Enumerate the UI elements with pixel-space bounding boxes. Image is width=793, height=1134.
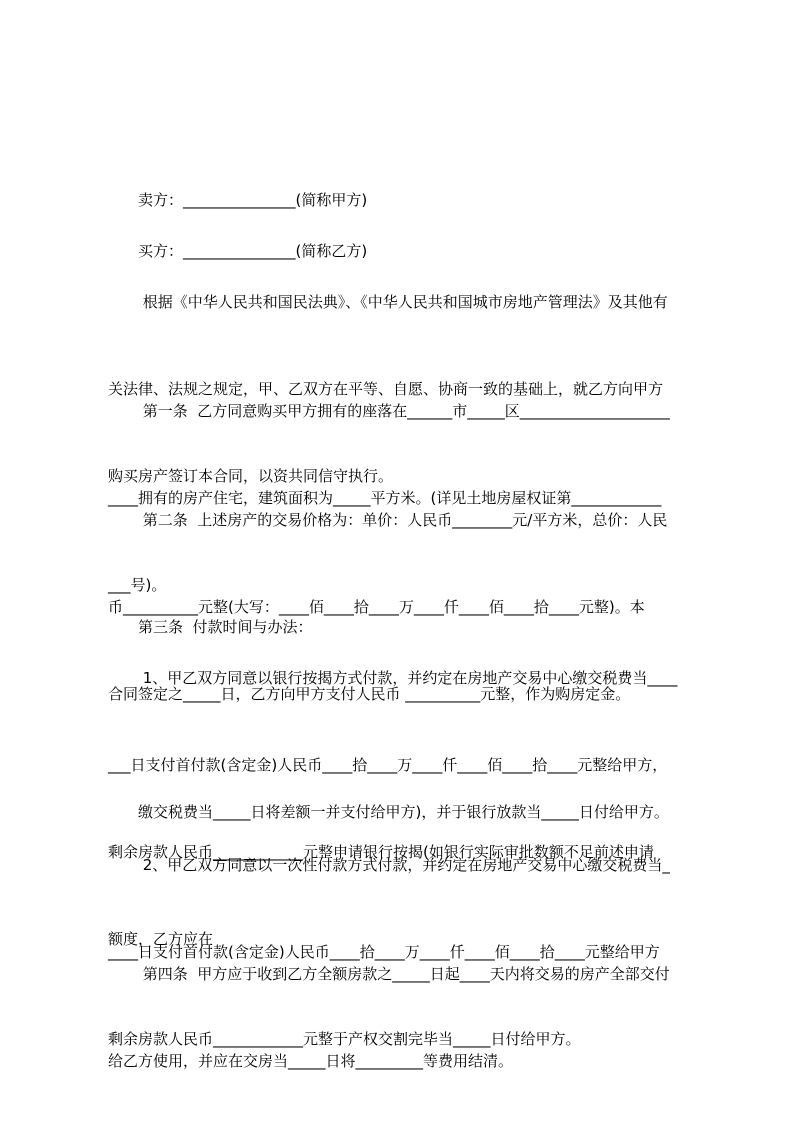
- text-line: 给乙方使用，并应在交房当_____日将_________等费用结清。: [108, 1052, 514, 1070]
- text-line: ____拥有的房产住宅，建筑面积为_____平方米。(详见土地房屋权证第____________: [108, 489, 662, 507]
- text-line: 卖方：_______________(简称甲方): [108, 191, 368, 209]
- text-line: ____日支付首付款(含定金)人民币____拾____万____仟____佰____拾____元整给甲方: [108, 943, 660, 961]
- text-line: 关法律、法规之规定，甲、乙双方在平等、自愿、协商一致的基础上，就乙方向甲方: [108, 380, 664, 398]
- text-line: 第二条 上述房产的交易价格为：单价：人民币________元/平方米，总价：人民: [108, 511, 668, 529]
- text-line: 买方：_______________(简称乙方): [108, 242, 368, 260]
- article-4: [108, 902, 704, 1134]
- text-line: 剩余房款人民币____________元整申请银行按揭(如银行实际审批数额不足前述申请: [108, 843, 654, 861]
- text-line: 额度，乙方应在: [108, 930, 214, 948]
- text-line: ___号)。: [108, 576, 167, 594]
- text-line: 币__________元整(大写：____佰____拾____万____仟____佰____拾____元整)。本: [108, 598, 645, 616]
- text-line: 剩余房款人民币____________元整于产权交割完毕当_____日付给甲方。: [108, 1030, 581, 1048]
- text-line: 第三条 付款时间与办法：: [108, 618, 313, 636]
- text-line: 合同签定之_____日，乙方向甲方支付人民币 __________元整，作为购房定金。: [108, 685, 631, 703]
- text-line: 2、甲乙双方同意以一次性付款方式付款，并约定在房地产交易中心缴交税费当_: [108, 856, 670, 874]
- text-line: 第四条 甲方应于收到乙方全额房款之_____日起____天内将交易的房产全部交付: [108, 965, 670, 983]
- text-line: 根据《中华人民共和国民法典》、《中华人民共和国城市房地产管理法》及其他有: [108, 293, 668, 311]
- text-line: 1、甲乙双方同意以银行按揭方式付款，并约定在房地产交易中心缴交税费当____: [108, 669, 678, 687]
- text-line: 购买房产签订本合同，以资共同信守执行。: [108, 467, 394, 485]
- text-line: 缴交税费当_____日将差额一并支付给甲方)，并于银行放款当_____日付给甲方。: [108, 803, 669, 821]
- text-line: ___日支付首付款(含定金)人民币____拾____万____仟____佰____拾____元整给甲方，: [108, 756, 668, 774]
- text-line: 第一条 乙方同意购买甲方拥有的座落在______市_____区____________________: [108, 402, 670, 420]
